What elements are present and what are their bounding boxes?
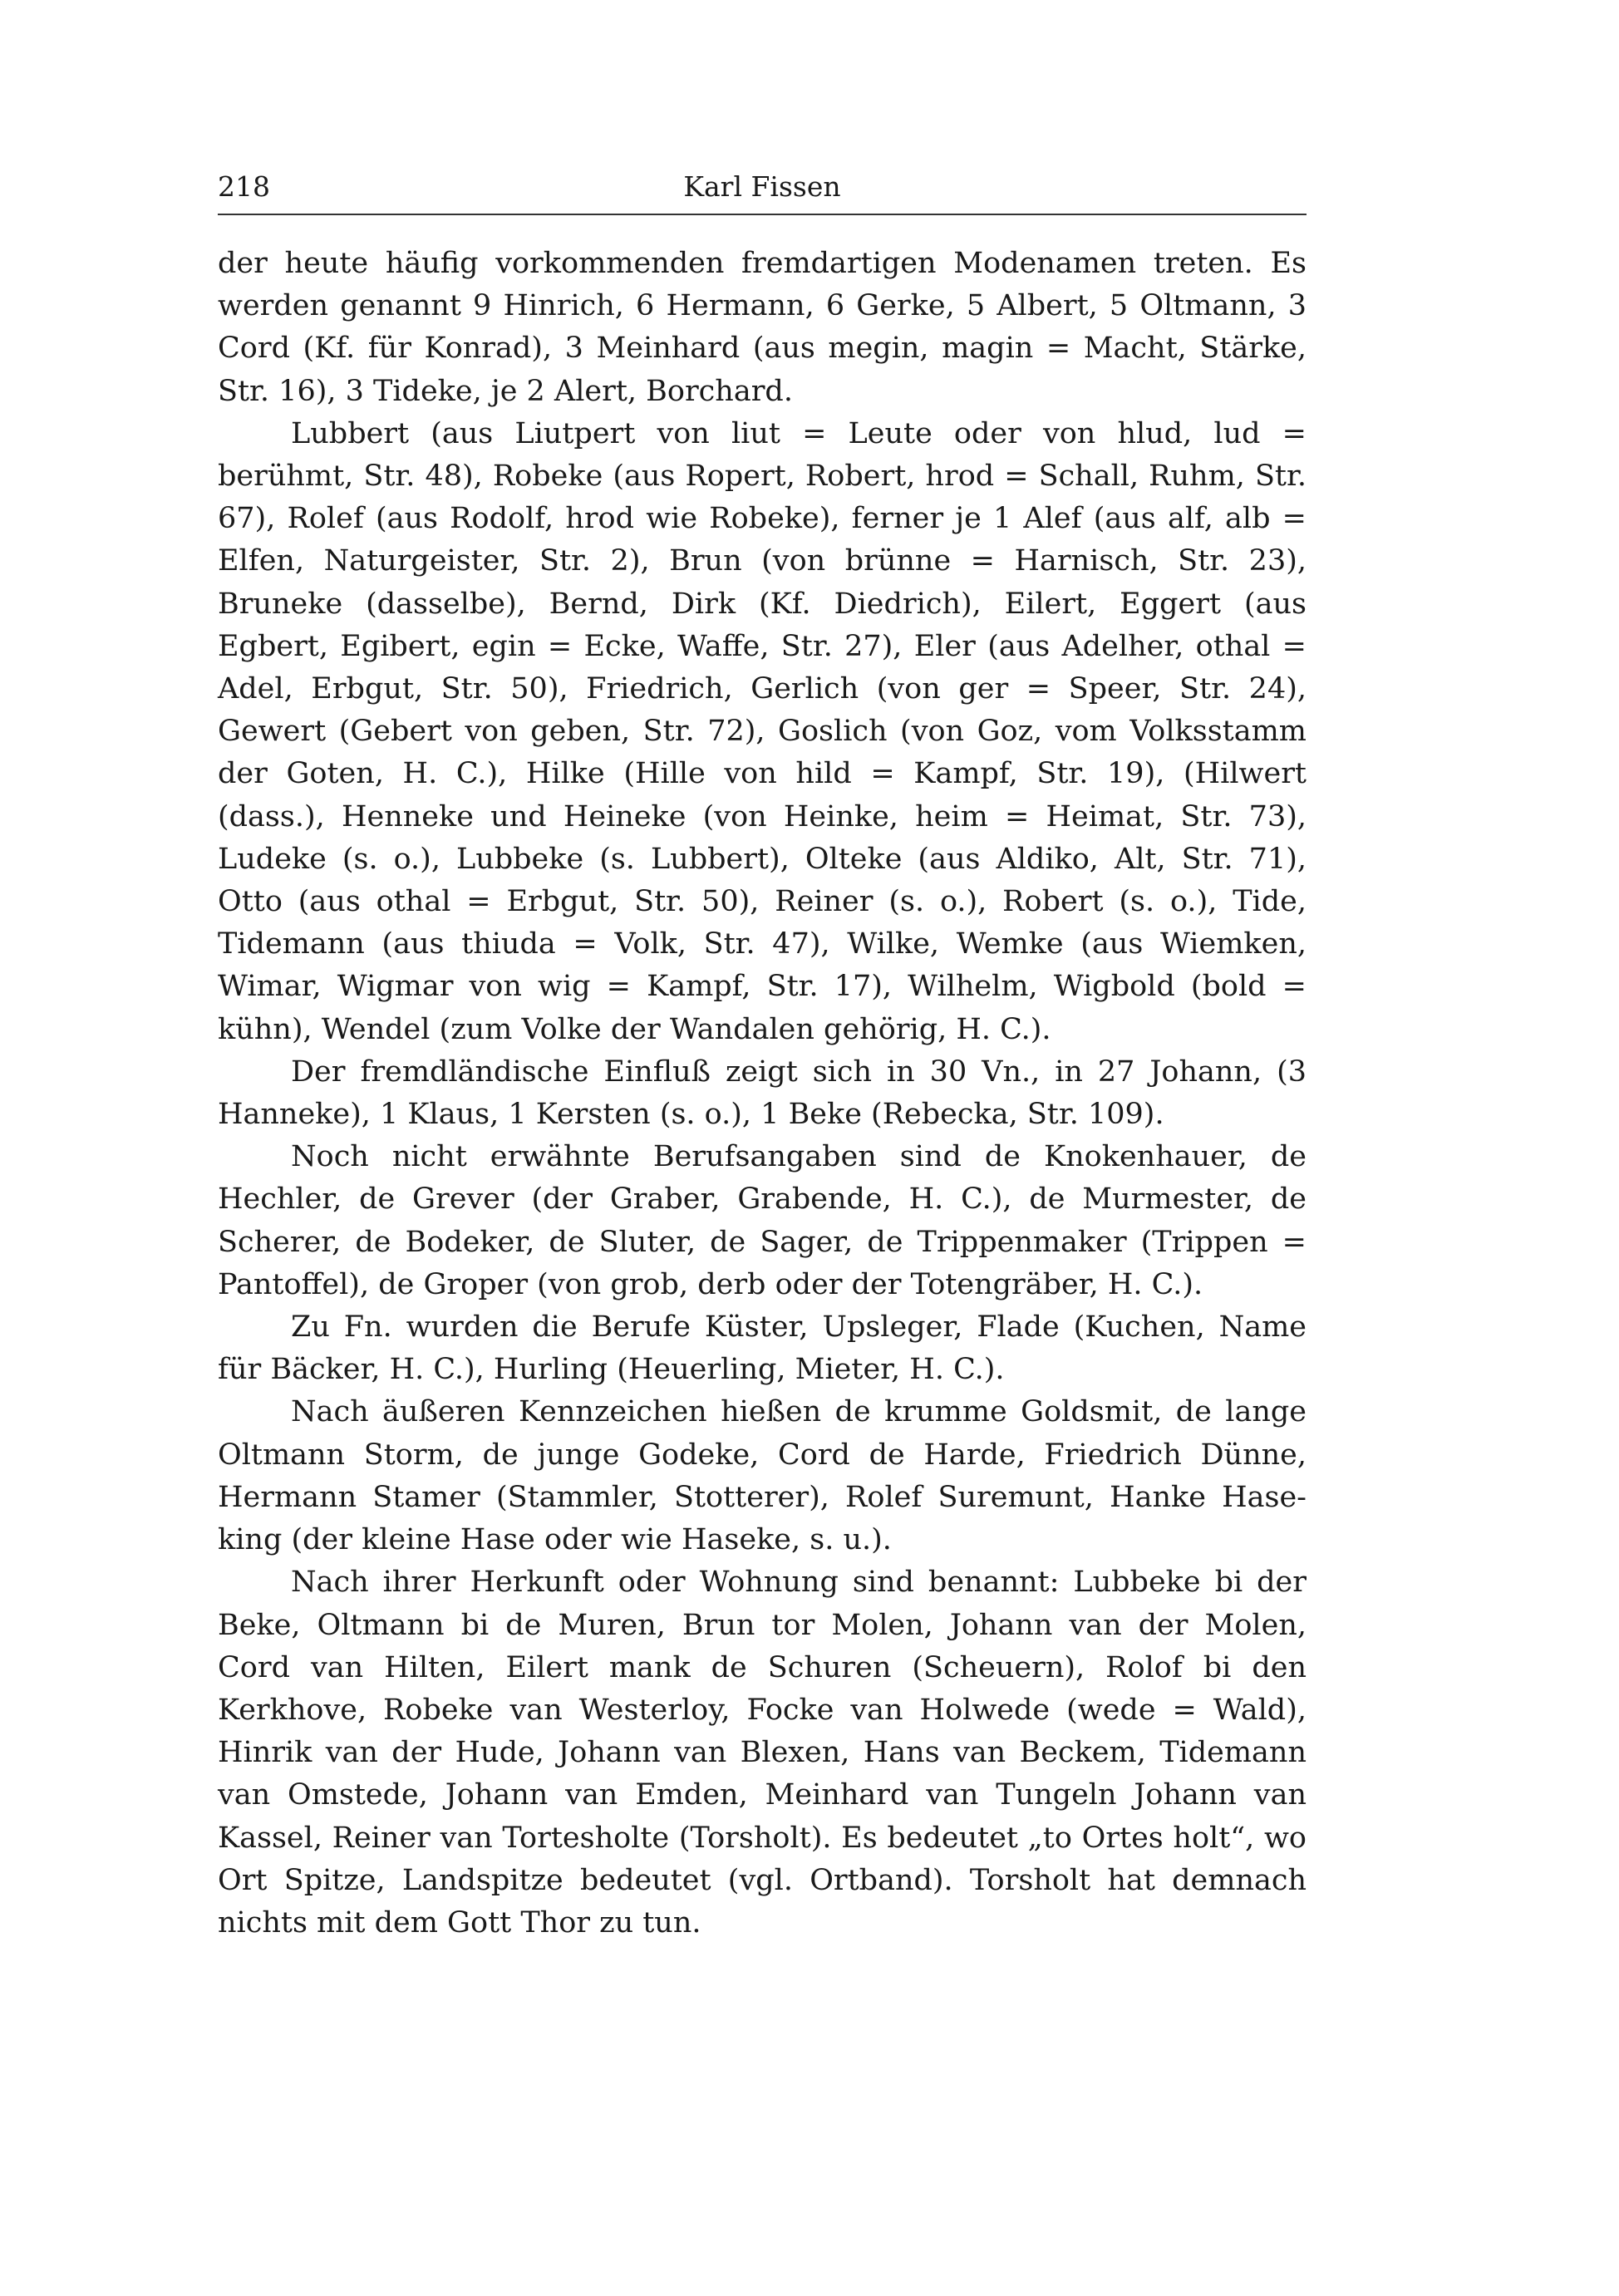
header-rule <box>218 214 1307 215</box>
paragraph-foreign-influence: Der fremdländische Einfluß zeigt sich in 30 Vn., in 27 Johann, (3 Hanneke), 1 Klaus, 1 Kersten (s. o.), 1 Beke (Rebecka, Str. 109). <box>218 1055 1307 1132</box>
paragraph-features: Nach äußeren Kennzeichen hießen de krumme Goldsmit, de lange Oltmann Storm, de junge Godeke, Cord de Harde, Friedrich Dünne, Hermann Stamer (Stammler, Stotterer), Rolef Suremunt, Hanke Haseking (der kleine Hase oder wie Haseke, s. u.). <box>218 1395 1307 1557</box>
body-text <box>218 243 1307 1944</box>
running-head: Karl Fissen <box>683 170 841 203</box>
paragraph-personal-names: Lubbert (aus Liutpert von liut = Leute oder von hlud, lud = berühmt, Str. 48), Robeke (aus Ropert, Robert, hrod = Schall, Ruhm, Str. 67), Rolef (aus Rodolf, hrod wie Robeke), ferner je 1 Alef (aus alf, alb = Elfen, Naturgeister, Str. 2), Brun (von brünne = Harnisch, Str. 23), Bruneke (dasselbe), Bernd, Dirk (Kf. Diedrich), Eilert, Eggert (aus Egbert, Egibert, egin = Ecke, Waffe, Str. 27), Eler (aus Adelher, othal = Adel, Erbgut, Str. 50), Friedrich, Gerlich (von ger = Speer, Str. 24), Gewert (Gebert von geben, Str. 72), Goslich (von Goz, vom Volksstamm der Goten, H. C.), Hilke (Hille von hild = Kampf, Str. 19), (Hilwert (dass.), Henneke und Heineke (von Heinke, heim = Heimat, Str. 73), Ludeke (s. o.), Lubbeke (s. Lubbert), Olteke (aus Aldiko, Alt, Str. 71), Otto (aus othal = Erbgut, Str. 50), Reiner (s. o.), Robert (s. o.), Tide, Tidemann (aus thiuda = Volk, Str. 47), Wilke, Wemke (aus Wiemken, Wimar, Wigmar von wig = Kampf, Str. 17), Wilhelm, Wigbold (bold = kühn), Wendel (zum Volke der Wandalen gehörig, H. C.). <box>218 416 1307 1046</box>
paragraph-origin: Nach ihrer Herkunft oder Wohnung sind benannt: Lubbeke bi der Beke, Oltmann bi de Muren, Brun tor Molen, Johann van der Molen, Cord van Hilten, Eilert mank de Schuren (Scheuern), Rolof bi den Kerkhove, Robeke van Westerloy, Focke van Holwede (wede = Wald), Hinrik van der Hude, Johann van Blexen, Hans van Beckem, Tidemann van Omstede, Johann van Emden, Meinhard van Tungeln Johann van Kassel, Reiner van Tortesholte (Torsholt). Es bedeutet „to Ortes holt“, wo Ort Spitze, Landspitze bedeutet (vgl. Ortband). Torsholt hat demnach nichts mit dem Gott Thor zu tun. <box>218 1566 1307 1940</box>
page-number: 218 <box>218 170 270 203</box>
paragraph-occupations: Noch nicht erwähnte Berufsangaben sind de Knokenhauer, de Hechler, de Grever (der Graber, Grabende, H. C.), de Murmester, de Scherer, de Bodeker, de Sluter, de Sager, de Trippenmaker (Trippen = Pantoffel), de Groper (von grob, derb oder der Totengräber, H. C.). <box>218 1140 1307 1301</box>
paragraph-occupational-surnames: Zu Fn. wurden die Berufe Küster, Upsleger, Flade (Kuchen, Name für Bäcker, H. C.), Hurling (Heuerling, Mieter, H. C.). <box>218 1310 1307 1387</box>
paragraph-continuation: der heute häufig vorkommenden fremdartigen Modenamen treten. Es werden genannt 9 Hinrich, 6 Hermann, 6 Gerke, 5 Albert, 5 Oltmann, 3 Cord (Kf. für Konrad), 3 Meinhard (aus megin, magin = Macht, Stärke, Str. 16), 3 Tideke, je 2 Alert, Borchard. <box>218 247 1307 408</box>
page-header <box>218 166 1307 208</box>
